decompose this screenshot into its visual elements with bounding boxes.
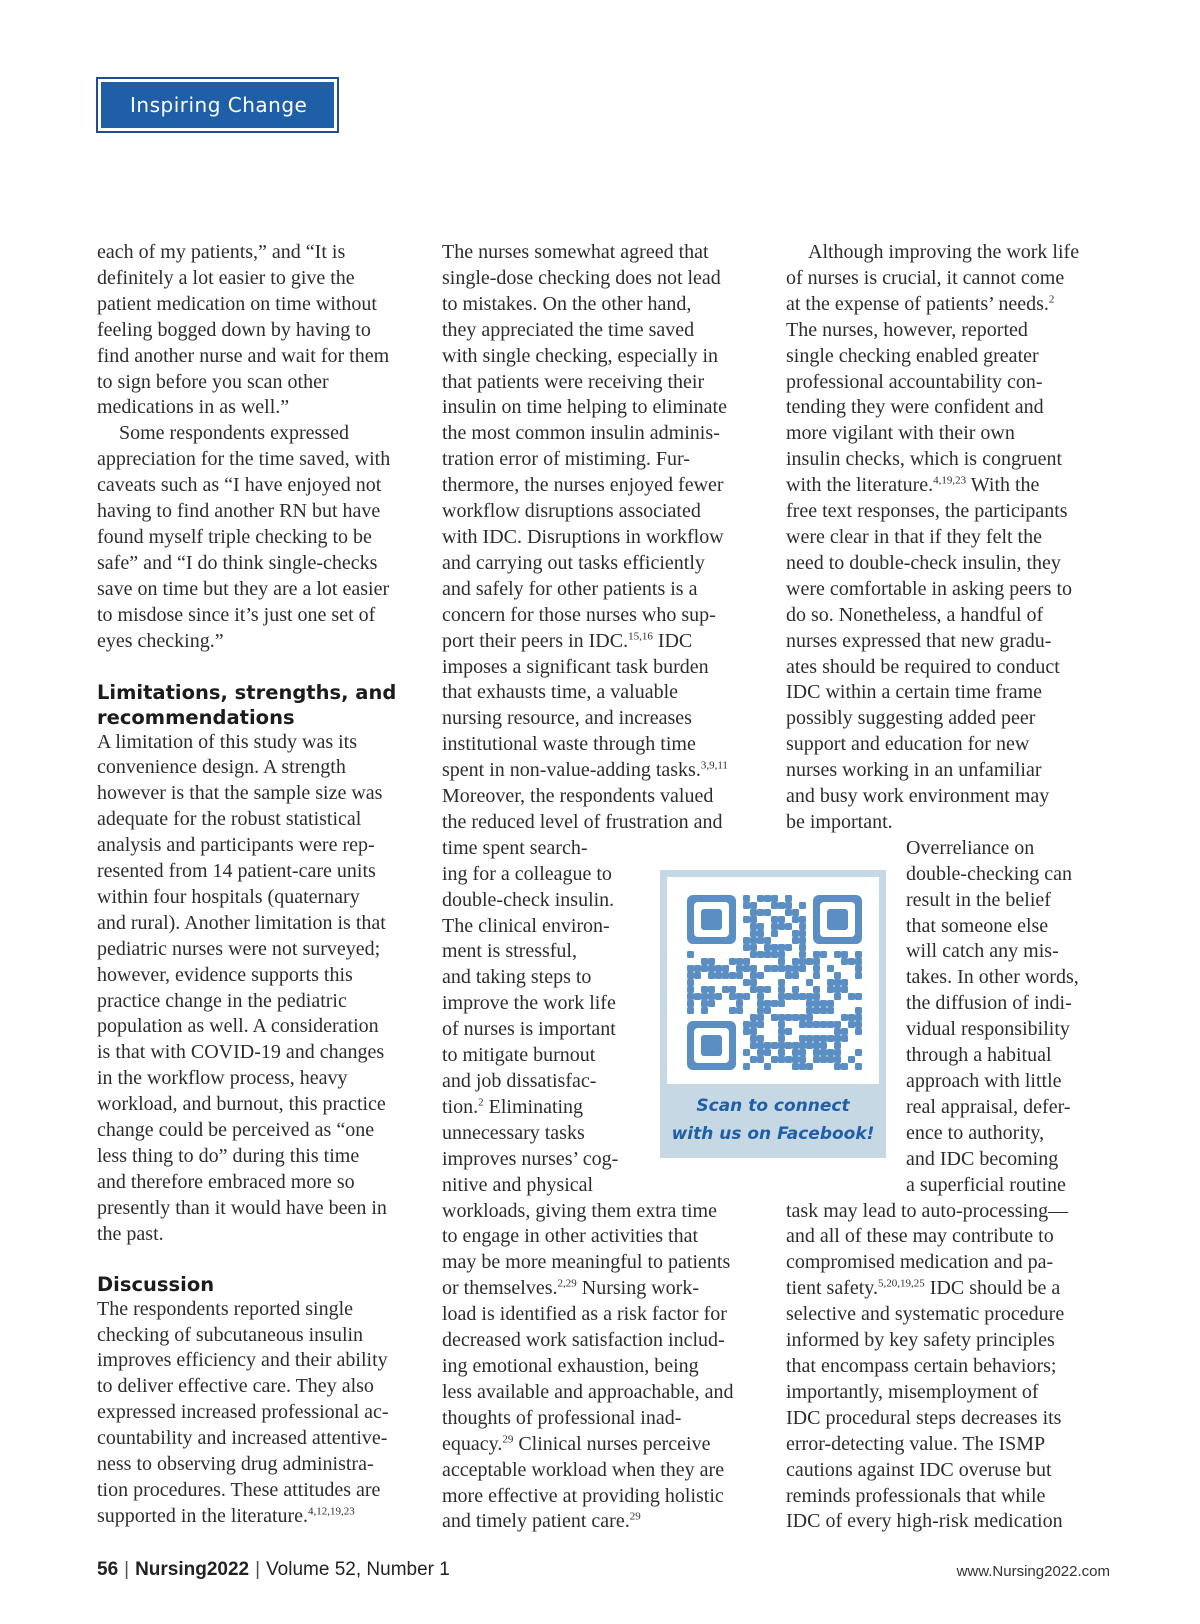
- issue-info: Volume 52, Number 1: [266, 1559, 450, 1580]
- citation: 2: [478, 1096, 484, 1109]
- footer-url[interactable]: www.Nursing2022.com: [956, 1563, 1110, 1580]
- column-1: [97, 240, 417, 1530]
- qr-code-frame: [667, 877, 879, 1084]
- section-banner-label: Inspiring Change: [101, 82, 334, 128]
- paragraph: The respondents reported single checking of subcutaneous insulin improves efficiency and their ability to deliver effective care. They also expressed increased professional ac- countability and increased attentive- ness to observing drug administra- tion procedures. These attitudes are supported in the literature.$^{4,12,19,23}$: [97, 1297, 389, 1527]
- paragraph: each of my patients,” and “It is definitely a lot easier to give the patient medication on time without feeling bogged down by having to find another nurse and wait for them to sign before you scan other medications in as well.”: [97, 241, 390, 419]
- citation: 29: [502, 1433, 514, 1446]
- page-number: 56: [97, 1559, 119, 1580]
- citation: 2: [1048, 293, 1055, 306]
- journal-name: Nursing2022: [135, 1559, 250, 1580]
- citation: 15,16: [628, 629, 653, 642]
- paragraph: The nurses somewhat agreed that single-dose checking does not lead to mistakes. On the other hand, they appreciated the time saved with single checking, especially in that patients were receiving their insulin on time helping to eliminate the most common insulin adminis- tration error of mistiming. Fur- thermore, the nurses enjoyed fewer workflow disruptions associated with IDC. Disruptions in workflow and carrying out tasks efficiently and safely for other patients is a concern for those nurses who sup- port their peers in IDC.$^{15,16}$ IDC imposes a significant task burden that exhausts time, a valuable nursing resource, and increases institutional waste through time spent in non-value-adding tasks.$^{3,9,11}$ Moreover, the respondents valued the reduced level of frustration and time spent search- ing for a colleague to double-check insulin. The clinical environ- ment is stressful, and taking steps to improve the work life of nurses is important to mitigate burnout and job dissatisfac- tion.$^2$ Eliminating unnecessary tasks improves nurses’ cog- nitive and physical workloads, giving them extra time to engage in other activities that may be more meaningful to patients or themselves.$^{2,29}$ Nursing work- load is identified as a risk factor for decreased work satisfaction includ- ing emotional exhaustion, being less available and approachable, and thoughts of professional inad- equacy.$^{29}$ Clinical nurses perceive acceptable workload when they are more effective at providing holistic and timely patient care.$^{29}$: [442, 241, 734, 1533]
- paragraph: Some respondents expressed appreciation for the time saved, with caveats such as “I have enjoyed not having to find another RN but have found myself triple checking to be safe” and “I do think single-checks save on time but they are a lot easier to misdose since it’s just one set of eyes checking.”: [97, 422, 391, 652]
- section-heading-discussion: Discussion: [97, 1272, 215, 1296]
- citation: 5,20,19,25: [878, 1277, 925, 1290]
- citation: 29: [629, 1510, 641, 1523]
- qr-code-icon[interactable]: [667, 877, 879, 1084]
- paragraph: A limitation of this study was its convenience design. A strength however is that the sample size was adequate for the robust statistical analysis and participants were rep- resented from 14 patient-care units within four hospitals (quaternary and rural). Another limitation is that pediatric nurses were not surveyed; however, evidence supports this practice change in the pediatric population as well. A consideration is that with COVID-19 and changes in the workflow process, heavy workload, and burnout, this practice change could be perceived as “one less thing to do” during this time and therefore embraced more so presently than it would have been in the past.: [97, 730, 387, 1245]
- section-banner: [96, 77, 339, 133]
- qr-caption: Scan to connect with us on Facebook!: [671, 1096, 875, 1144]
- paragraph: Overreliance on double-checking can result in the belief that someone else will catch any mis- takes. In other words, the diffusion of indi- vidual responsibility through a habitual approach with little real appraisal, defer- ence to authority, and IDC becoming a superficial routine: [906, 836, 1079, 1196]
- citation: 3,9,11: [700, 759, 728, 772]
- section-heading-limitations: Limitations, strengths, and recommendations: [97, 680, 397, 729]
- citation: 4,12,19,23: [308, 1505, 355, 1518]
- citation: 4,19,23: [933, 474, 967, 487]
- qr-callout[interactable]: [660, 870, 886, 1158]
- paragraph: Although improving the work life of nurses is crucial, it cannot come at the expense of patients’ needs.$^2$ The nurses, however, reported single checking enabled greater professional accountability con- tending they were confident and more vigilant with their own insulin checks, which is congruent with the literature.$^{4,19,23}$ With the free text responses, the participants were clear in that if they felt the need to double-check insulin, they were comfortable in asking peers to do so. Nonetheless, a handful of nurses expressed that new gradu- ates should be required to conduct IDC within a certain time frame possibly suggesting added peer support and education for new nurses working in an unfamiliar and busy work environment may be important.: [786, 241, 1080, 833]
- footer-left: 56 | Nursing2022 | Volume 52, Number 1: [97, 1559, 450, 1580]
- citation: 2,29: [557, 1277, 577, 1290]
- paragraph: task may lead to auto-processing— and all of these may contribute to compromised medication and pa- tient safety.$^{5,20,19,25}$ IDC should be a selective and systematic procedure informed by key safety principles that encompass certain behaviors; importantly, misemployment of IDC procedural steps decreases its error-detecting value. The ISMP cautions against IDC overuse but reminds professionals that while IDC of every high-risk medication: [786, 1199, 1069, 1533]
